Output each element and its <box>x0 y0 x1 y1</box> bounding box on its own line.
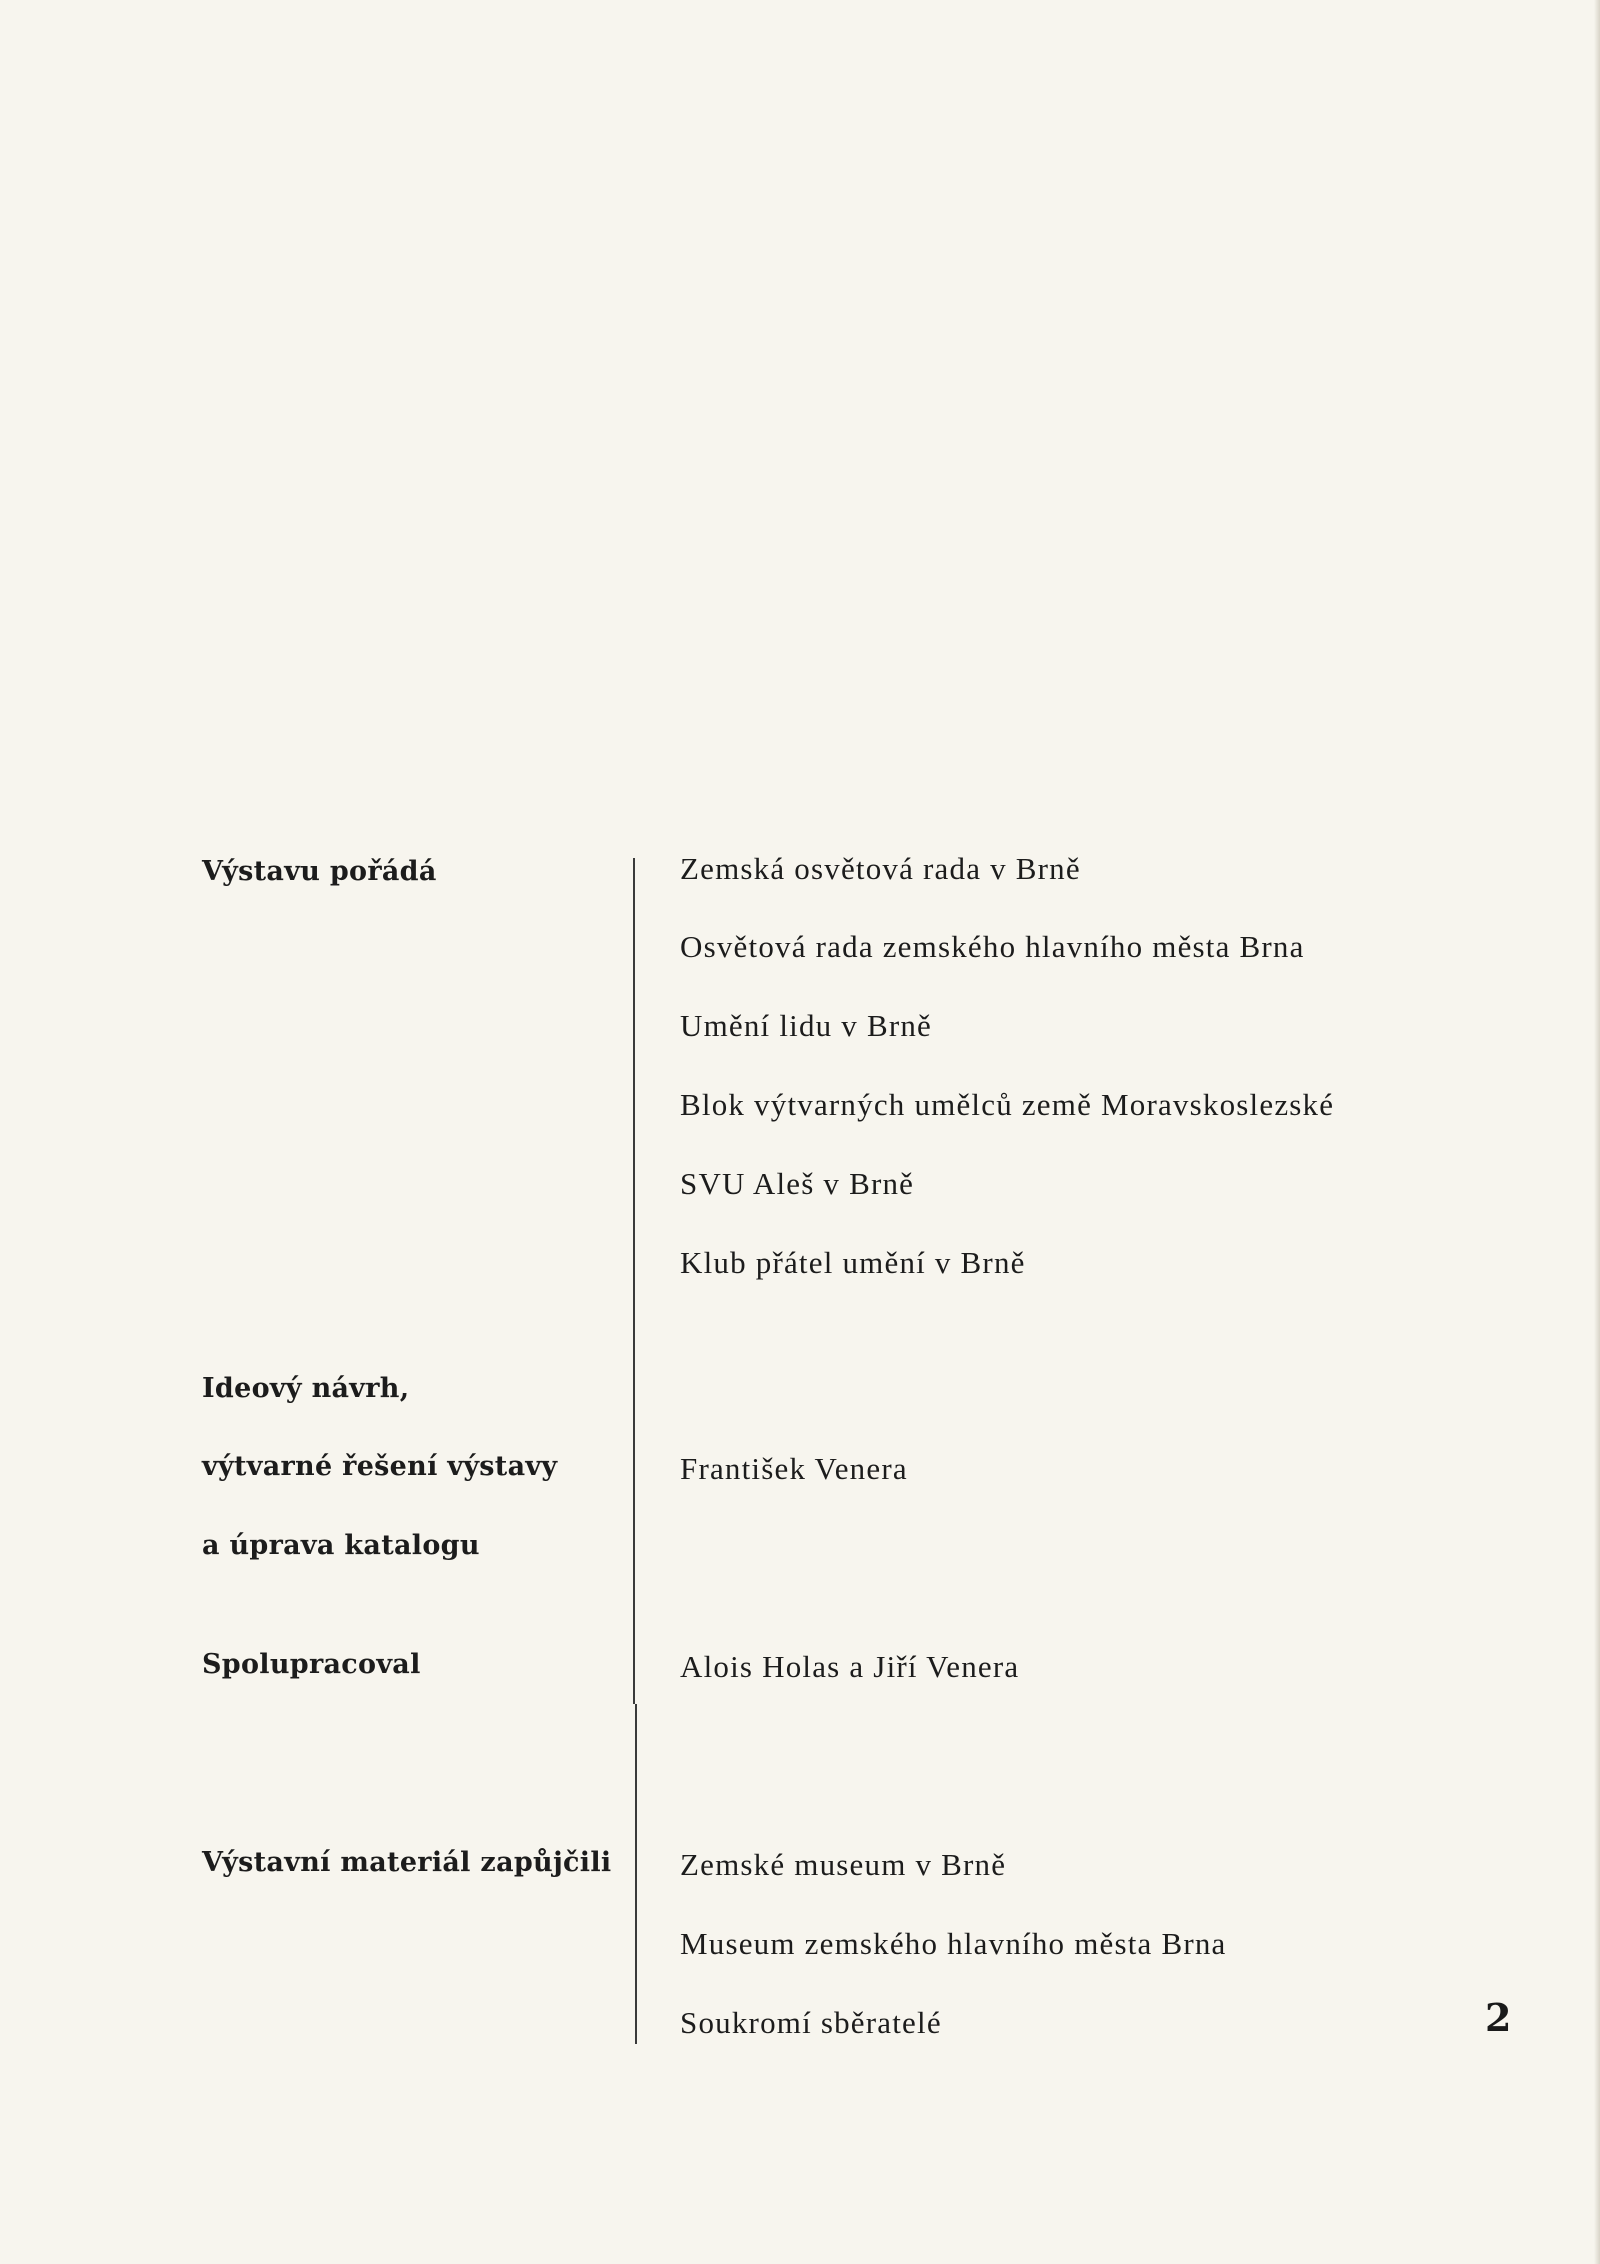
lender-entry: Soukromí sběratelé <box>680 2005 942 2040</box>
organizer-entry: Klub přátel umění v Brně <box>680 1245 1026 1280</box>
lender-entry: Zemské museum v Brně <box>680 1847 1007 1882</box>
organizer-entry: SVU Aleš v Brně <box>680 1166 915 1201</box>
page-edge-shadow <box>1594 0 1600 2264</box>
lender-entry: Museum zemského hlavního města Brna <box>680 1926 1227 1961</box>
label-design-line: a úprava katalogu <box>202 1530 480 1561</box>
collaborators-entry: Alois Holas a Jiří Venera <box>680 1649 1020 1684</box>
design-entry: František Venera <box>680 1451 908 1486</box>
column-divider-lower <box>635 1704 637 2044</box>
label-lenders: Výstavní materiál zapůjčili <box>202 1847 612 1878</box>
organizer-entry: Zemská osvětová rada v Brně <box>680 851 1081 886</box>
page-number: 2 <box>1485 1995 1512 2040</box>
organizer-entry: Umění lidu v Brně <box>680 1008 933 1043</box>
label-collaborators: Spolupracoval <box>202 1649 421 1680</box>
label-organizers: Výstavu pořádá <box>202 856 437 887</box>
label-design-line: Ideový návrh, <box>202 1373 410 1404</box>
column-divider-upper <box>633 858 635 1704</box>
organizer-entry: Osvětová rada zemského hlavního města Brna <box>680 929 1305 964</box>
organizer-entry: Blok výtvarných umělců země Moravskoslezské <box>680 1087 1335 1122</box>
label-design-line: výtvarné řešení výstavy <box>202 1451 558 1482</box>
